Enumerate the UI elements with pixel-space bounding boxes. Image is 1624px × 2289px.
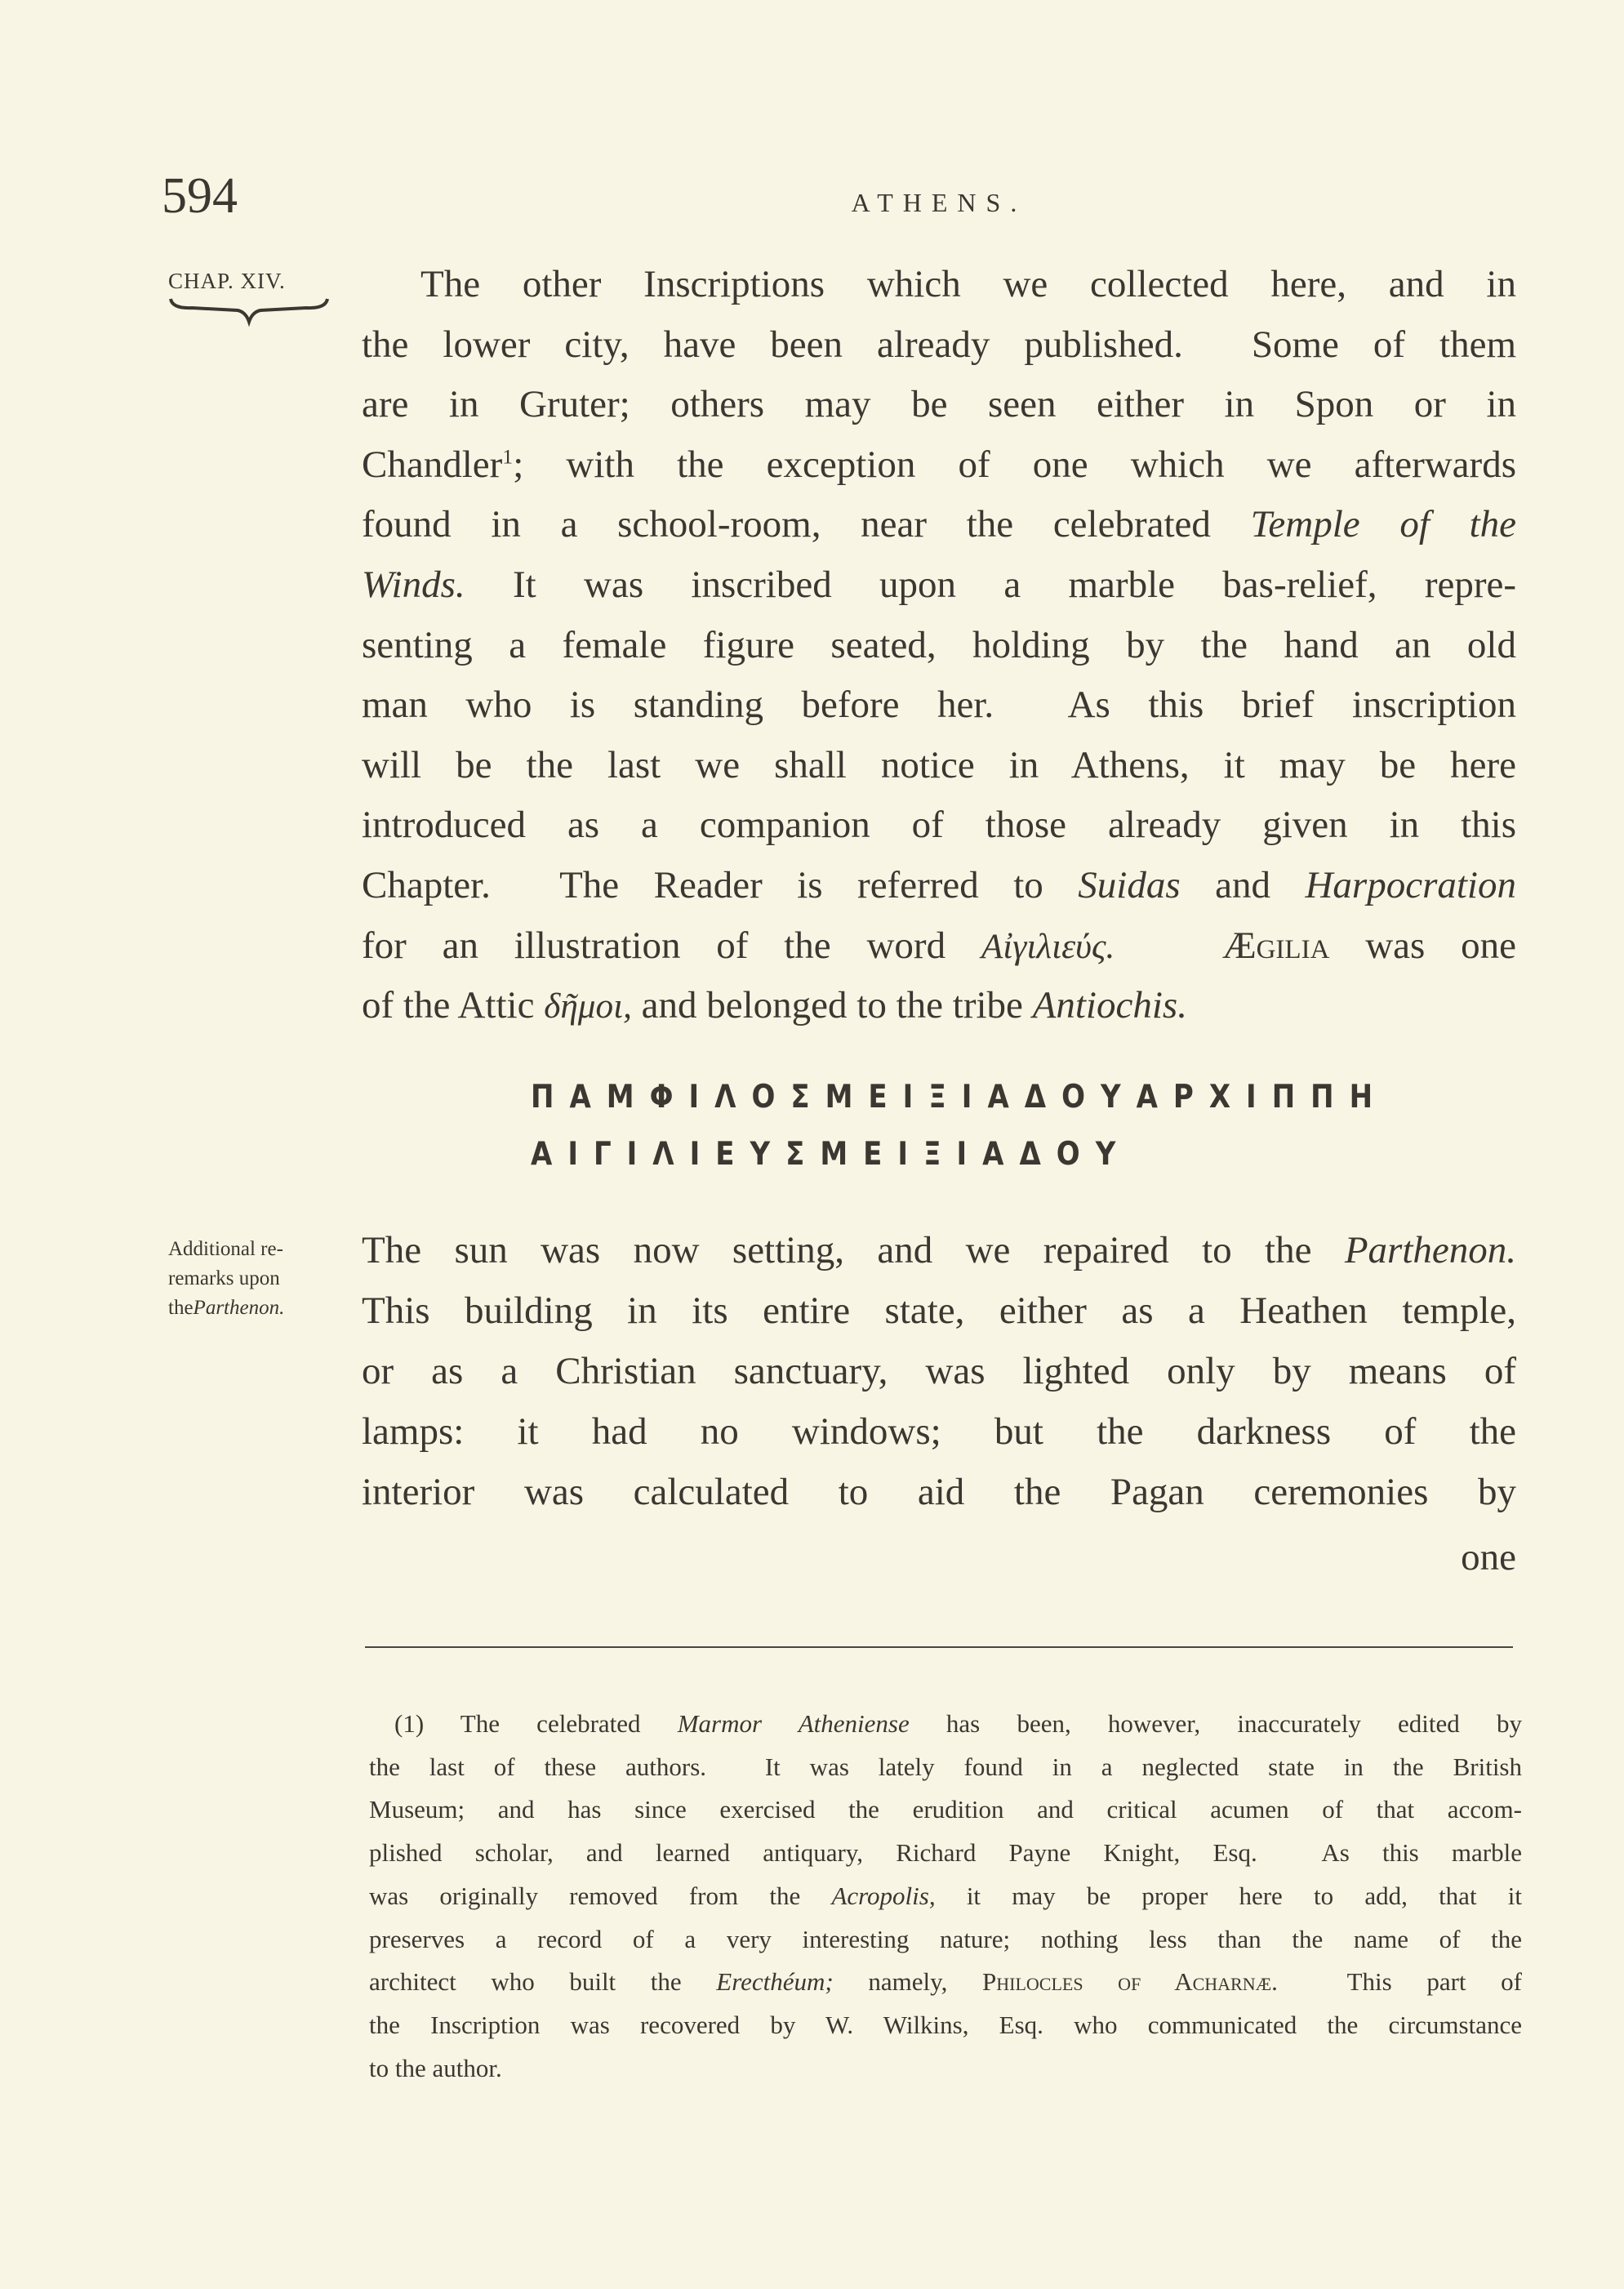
- text-segment: the Inscription was recovered by W. Wilkins, Esq. who communicated the circumstance: [369, 2010, 1522, 2039]
- italic-text: Parthenon.: [193, 1297, 285, 1319]
- text-line: [362, 1462, 1516, 1522]
- text-line: [168, 1264, 348, 1294]
- italic-text: Harpocration: [1305, 864, 1516, 906]
- italic-text: Erecthéum;: [716, 1967, 834, 1997]
- text-segment: of the Attic: [362, 984, 545, 1027]
- text-line: [168, 1294, 348, 1323]
- page-number: 594: [162, 168, 238, 224]
- footnote-divider: [365, 1646, 1513, 1648]
- text-segment: plished scholar, and learned antiquary, Richard Payne Knight, Esq. As this marble: [369, 1838, 1522, 1868]
- text-segment: for an illustration of the word: [362, 924, 981, 967]
- text-segment: and belonged to the tribe: [631, 984, 1033, 1027]
- text-segment: to the author.: [369, 2053, 502, 2082]
- text-line: [362, 434, 1516, 495]
- text-segment: will be the last we shall notice in Athens, it may be here: [362, 743, 1516, 786]
- small-caps-text: Philocles of Acharnæ.: [981, 1967, 1278, 1997]
- greek-text: δῆμοι,: [544, 986, 632, 1026]
- text-segment: [1115, 924, 1221, 967]
- text-segment: It was inscribed upon a marble bas-relief, repre-: [465, 563, 1516, 606]
- text-line: [362, 1527, 1516, 1588]
- italic-text: Acropolis,: [831, 1881, 936, 1910]
- text-segment: has been, however, inaccurately edited by: [909, 1709, 1522, 1738]
- text-line: [369, 1831, 1522, 1874]
- text-line: [369, 1874, 1522, 1917]
- text-segment: man who is standing before her. As this brief inscription: [362, 684, 1516, 727]
- text-line: [362, 795, 1516, 855]
- text-segment: are in Gruter; others may be seen either in Spon or in: [362, 383, 1516, 426]
- text-segment: or as a Christian sanctuary, was lighted only by means of: [362, 1350, 1516, 1392]
- text-line: [362, 374, 1516, 434]
- text-segment: was originally removed from the: [369, 1881, 832, 1910]
- text-line: [362, 735, 1516, 795]
- text-segment: Additional re-: [168, 1238, 283, 1260]
- text-line: [362, 554, 1516, 615]
- text-line: [362, 675, 1516, 735]
- text-line: [362, 1341, 1516, 1401]
- text-segment: and: [1180, 864, 1306, 906]
- italic-text: Marmor Atheniense: [677, 1709, 910, 1738]
- text-segment: the: [168, 1297, 194, 1319]
- greek-inscription-line: ΠΑΜΦΙΛΟΣΜΕΙΞΙΑΔΟΥΑΡΧΙΠΠΗ: [531, 1078, 1389, 1116]
- text-line: [362, 975, 1516, 1035]
- text-line: [369, 1960, 1522, 2003]
- text-segment: introduced as a companion of those already given in this: [362, 804, 1516, 847]
- text-segment: ; with the exception of one which we afterwards: [513, 443, 1516, 486]
- footnote-reference: 1: [502, 444, 514, 469]
- text-segment: found in a school-room, near the celebrated: [362, 503, 1251, 546]
- text-segment: interior was calculated to aid the Pagan ceremonies by: [362, 1471, 1516, 1513]
- text-segment: it may be proper here to add, that it: [935, 1881, 1522, 1910]
- italic-text: Suidas: [1078, 864, 1181, 906]
- text-line: [369, 1917, 1522, 1961]
- text-line: [369, 1745, 1522, 1788]
- text-segment: senting a female figure seated, holding by the hand an old: [362, 623, 1516, 666]
- text-line: [369, 2046, 1522, 2090]
- small-caps-text: Ægilia: [1221, 924, 1330, 967]
- text-segment: Museum; and has since exercised the erudition and critical acumen of that accom-: [369, 1795, 1522, 1824]
- text-segment: This part of: [1277, 1967, 1522, 1997]
- text-line: [362, 915, 1516, 976]
- text-line: [369, 1788, 1522, 1831]
- greek-inscription-line: ΑΙΓΙΛΙΕΥΣΜΕΙΞΙΑΔΟΥ: [531, 1135, 1132, 1173]
- text-segment: architect who built the: [369, 1967, 717, 1997]
- text-line: [362, 494, 1516, 554]
- text-segment: lamps: it had no windows; but the darkness of the: [362, 1410, 1516, 1453]
- text-line: [362, 1280, 1516, 1341]
- chapter-marginal-label: CHAP. XIV.: [168, 269, 286, 293]
- italic-text: Winds.: [362, 563, 465, 606]
- text-segment: one: [1461, 1536, 1516, 1579]
- text-segment: was one: [1329, 924, 1516, 967]
- text-segment: namely,: [833, 1967, 982, 1997]
- brace-ornament-icon: [167, 297, 331, 330]
- text-segment: Chandler: [362, 443, 503, 486]
- text-line: [168, 1235, 348, 1264]
- text-segment: This building in its entire state, either as a Heathen temple,: [362, 1289, 1516, 1332]
- text-line: [369, 2003, 1522, 2046]
- text-segment: remarks upon: [168, 1267, 280, 1289]
- text-segment: (1) The celebrated: [394, 1709, 678, 1738]
- running-head: ATHENS.: [851, 188, 1027, 217]
- text-line: [362, 1220, 1516, 1280]
- text-line: [369, 1702, 1522, 1745]
- text-line: [362, 314, 1516, 375]
- italic-text: Temple of the: [1250, 503, 1516, 546]
- greek-text: Αἰγιλιεύς.: [981, 926, 1115, 966]
- italic-text: Parthenon.: [1344, 1229, 1516, 1271]
- text-line: [362, 615, 1516, 675]
- text-line: [362, 254, 1516, 314]
- italic-text: Antiochis.: [1032, 984, 1187, 1027]
- text-segment: The sun was now setting, and we repaired to the: [362, 1229, 1345, 1271]
- text-line: [362, 1401, 1516, 1462]
- text-segment: preserves a record of a very interesting nature; nothing less than the name of the: [369, 1924, 1522, 1953]
- text-line: [362, 855, 1516, 915]
- text-segment: The other Inscriptions which we collected here, and in: [420, 263, 1516, 305]
- text-segment: the lower city, have been already published. Some of them: [362, 323, 1516, 366]
- side-note-parthenon: [168, 1235, 348, 1323]
- text-segment: Chapter. The Reader is referred to: [362, 864, 1079, 906]
- text-segment: the last of these authors. It was lately found in a neglected state in the British: [369, 1752, 1522, 1781]
